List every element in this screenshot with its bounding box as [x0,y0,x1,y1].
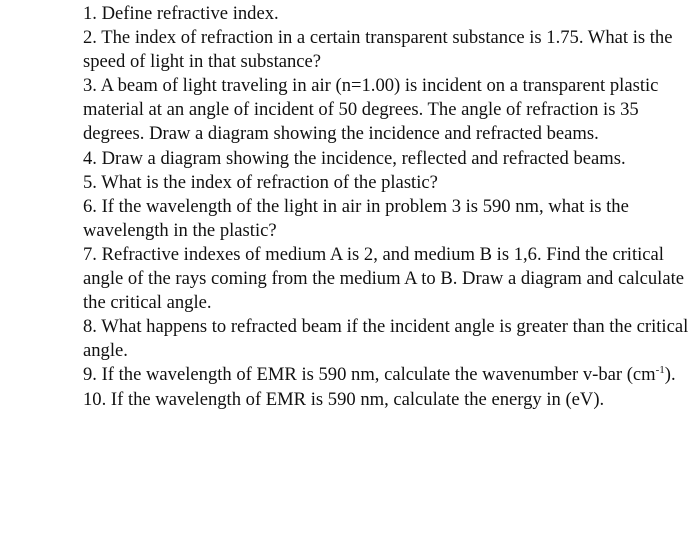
question-number: 8. [83,316,97,338]
question-text: Define refractive index. [101,3,279,24]
question-3 [83,74,693,146]
question-5 [83,171,693,195]
question-6 [83,195,693,243]
question-text: Draw a diagram showing the incidence, reflected and refracted beams. [101,147,626,169]
question-text: What is the index of refraction of the plastic? [101,171,438,193]
question-text: The index of refraction in a certain transparent substance is 1.75. What is the speed of light in that substance? [83,27,673,73]
question-number: 2. [83,27,97,49]
question-2 [83,26,693,74]
question-1 [83,2,693,26]
question-number: 10. [83,388,107,410]
question-number: 4. [83,147,97,169]
question-9 [83,363,693,387]
question-text-end: ). [664,364,676,386]
question-sheet [83,2,693,412]
question-number: 9. [83,364,97,386]
question-number: 6. [83,195,97,217]
question-number: 7. [83,243,97,265]
question-text: If the wavelength of EMR is 590 nm, calculate the energy in (eV). [110,388,605,410]
question-number: 1. [83,3,97,24]
question-10 [83,388,693,412]
question-text: If the wavelength of EMR is 590 nm, calculate the wavenumber v-bar (cm [101,364,656,386]
question-7 [83,243,693,315]
question-4 [83,147,693,171]
question-text: If the wavelength of the light in air in problem 3 is 590 nm, what is the wavelength in the plastic? [83,195,629,241]
question-text: A beam of light traveling in air (n=1.00) is incident on a transparent plastic material at an angle of incident of 50 degrees. The angle of refraction is 35 degrees. Draw a diagram showing the incidence and refracted beams. [83,75,659,145]
question-number: 5. [83,171,97,193]
question-number: 3. [83,75,97,97]
superscript-exponent: -1 [655,364,665,377]
question-8 [83,315,693,363]
question-text: What happens to refracted beam if the incident angle is greater than the critical angle. [83,316,689,362]
question-text: Refractive indexes of medium A is 2, and medium B is 1,6. Find the critical angle of the rays coming from the medium A to B. Draw a diagram and calculate the critical angle. [83,243,685,314]
